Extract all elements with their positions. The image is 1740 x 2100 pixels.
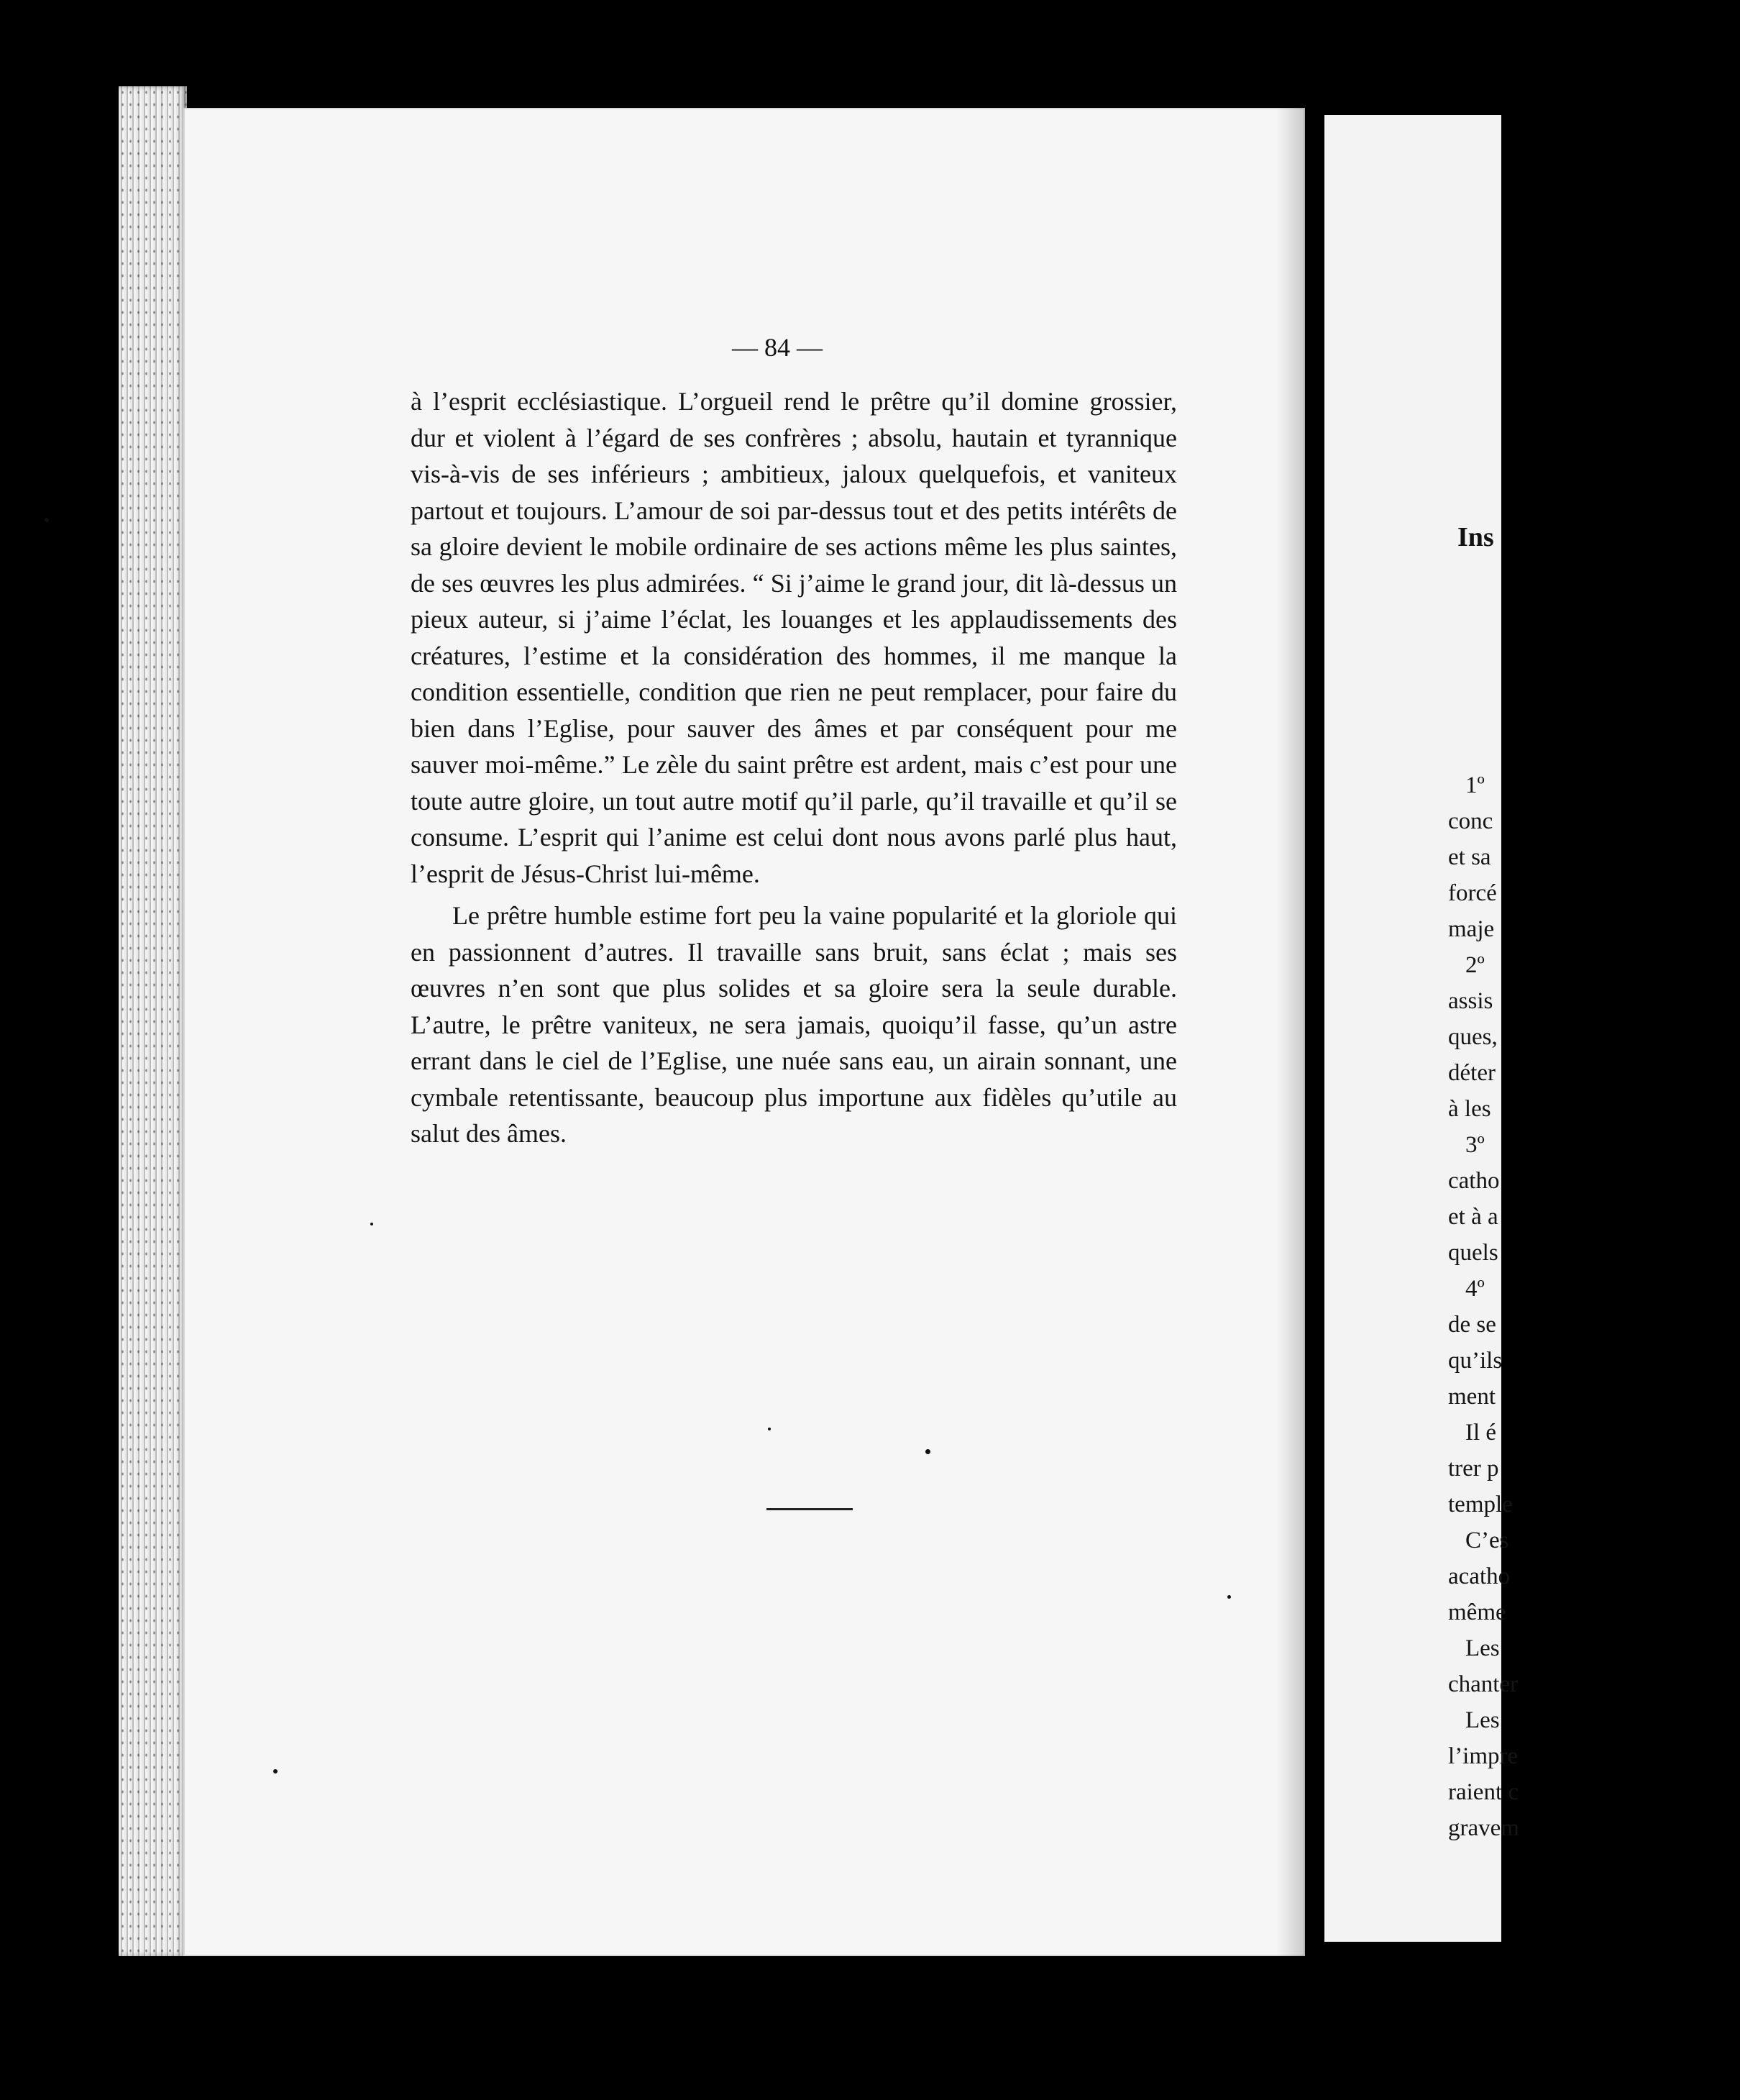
facing-line-fragment: temple bbox=[1448, 1492, 1513, 1517]
facing-line-fragment: trer p bbox=[1448, 1456, 1499, 1482]
facing-line-fragment: chanter bbox=[1448, 1671, 1519, 1697]
facing-line-fragment: catho bbox=[1448, 1168, 1500, 1194]
paragraph-2: Le prêtre humble estime fort peu la vaine popularité et la gloriole qui en passionnent d’autres. Il travaille sans bruit, sans éclat ; mais ses œuvres n’en sont que plus solides et sa gloire sera la seule durable. L’autre, le prêtre vaniteux, ne sera jamais, quoiqu’il fasse, qu’un astre errant dans le ciel de l’Eglise, une nuée sans eau, un airain sonnant, une cymbale retentissante, beaucoup plus importune aux fidèles qu’utile au salut des âmes. bbox=[411, 901, 1177, 1148]
facing-line-fragment: 3º bbox=[1465, 1132, 1485, 1158]
speck bbox=[768, 1428, 771, 1430]
facing-line-fragment: et sa bbox=[1448, 844, 1491, 870]
speck bbox=[273, 1769, 278, 1773]
facing-line-fragment: assis bbox=[1448, 988, 1493, 1014]
facing-line-fragment: quels bbox=[1448, 1240, 1498, 1266]
facing-line-fragment: ment bbox=[1448, 1384, 1496, 1410]
facing-line-fragment: ques, bbox=[1448, 1024, 1498, 1050]
paragraph-1: à l’esprit ecclésiastique. L’orgueil rend le prêtre qu’il domine grossier, dur et violent à l’égard de ses confrères ; absolu, hautain et tyrannique vis-à-vis de ses inférieurs ; ambitieux, jaloux quelquefois, et vaniteux partout et toujours. L’amour de soi par-dessus tout et des petits intérêts de sa gloire devient le mobile ordinaire de ses actions même les plus saintes, de ses œuvres les plus admirées. “ Si j’aime le grand jour, dit là-dessus un pieux auteur, si j’aime l’éclat, les louanges et les applaudissements des créatures, l’estime et la considération des hommes, il me manque la condition essentielle, condition que rien ne peut remplacer, pour faire du bien dans l’Eglise, pour sauver des âmes et par conséquent pour me sauver moi-même.” Le zèle du saint prêtre est ardent, mais c’est pour une toute autre gloire, un tout autre motif qu’il parle, qu’il travaille et qu’il se consume. L’esprit qui l’anime est celui dont nous avons parlé plus haut, l’esprit de Jésus-Christ lui-même. bbox=[411, 387, 1177, 888]
facing-line-fragment: Il é bbox=[1465, 1420, 1497, 1446]
facing-line-fragment: Les bbox=[1465, 1635, 1500, 1661]
speck bbox=[370, 1223, 373, 1225]
facing-line-fragment: C’es bbox=[1465, 1528, 1509, 1553]
facing-line-fragment: 1º bbox=[1465, 772, 1485, 798]
page-edges bbox=[119, 86, 187, 1956]
facing-line-fragment: 4º bbox=[1465, 1276, 1485, 1302]
facing-line-fragment: maje bbox=[1448, 916, 1495, 942]
facing-line-fragment: de se bbox=[1448, 1312, 1496, 1338]
facing-line-fragment: même bbox=[1448, 1599, 1506, 1625]
facing-line-fragment: acatho bbox=[1448, 1563, 1511, 1589]
gutter-shadow bbox=[1276, 108, 1305, 1956]
facing-page bbox=[1324, 115, 1519, 1942]
facing-heading: Ins bbox=[1457, 522, 1494, 552]
facing-line-fragment: l’impre bbox=[1448, 1743, 1519, 1769]
page-number: — 84 — bbox=[732, 333, 823, 362]
end-rule bbox=[766, 1508, 853, 1510]
facing-line-fragment: gravem bbox=[1448, 1815, 1519, 1841]
facing-line-fragment: Les bbox=[1465, 1707, 1500, 1733]
speck bbox=[1227, 1595, 1231, 1599]
body-text bbox=[411, 383, 1177, 1152]
facing-line-fragment: conc bbox=[1448, 808, 1493, 834]
speck bbox=[45, 518, 49, 522]
facing-line-fragment: déter bbox=[1448, 1060, 1496, 1086]
facing-line-fragment: qu’ils bbox=[1448, 1348, 1503, 1374]
facing-line-fragment: et à a bbox=[1448, 1204, 1498, 1230]
speck bbox=[925, 1449, 930, 1454]
facing-line-fragment: 2º bbox=[1465, 952, 1485, 978]
facing-line-fragment: forcé bbox=[1448, 880, 1497, 906]
facing-line-fragment: à les bbox=[1448, 1096, 1491, 1122]
facing-line-fragment: raient c bbox=[1448, 1779, 1519, 1805]
